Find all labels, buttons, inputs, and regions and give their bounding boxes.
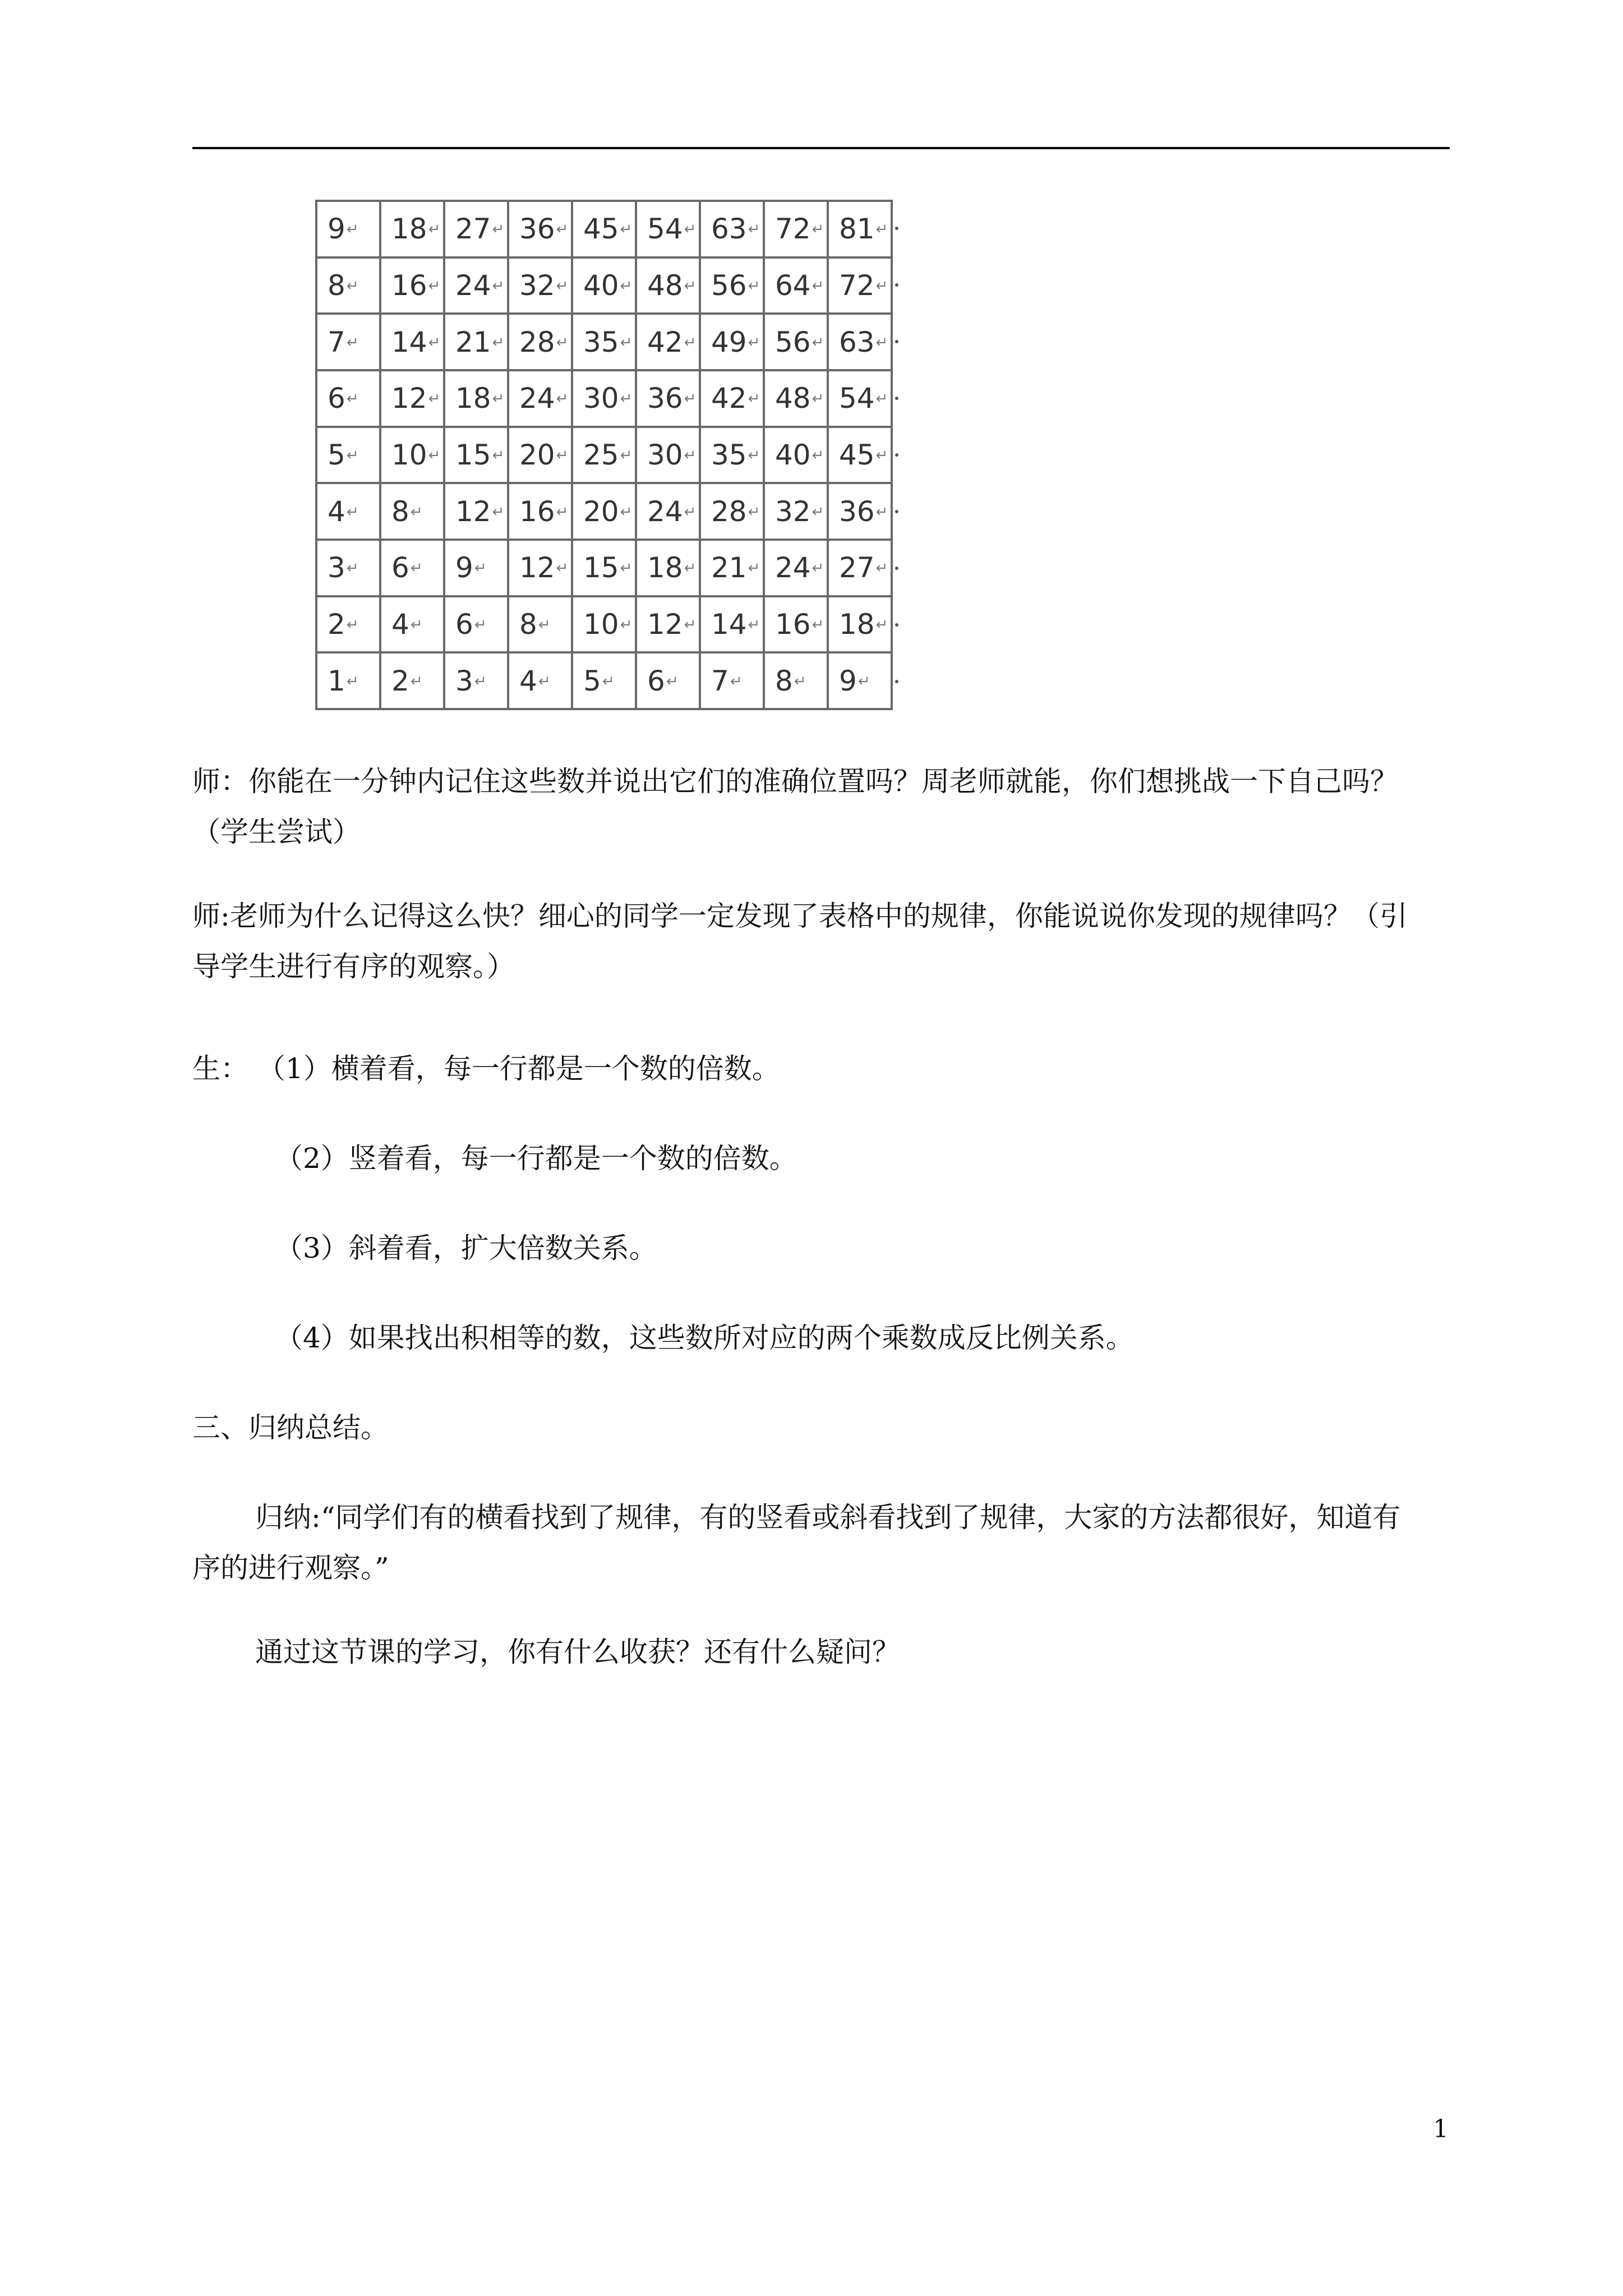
row-end-mark: [895, 680, 898, 683]
grid-cell: [572, 652, 636, 709]
return-mark-icon: ↵: [748, 221, 760, 238]
grid-cell: [700, 201, 764, 257]
return-mark-icon: ↵: [748, 447, 760, 464]
return-mark-icon: ↵: [811, 560, 824, 577]
return-mark-icon: ↵: [492, 277, 505, 295]
grid-cell: [828, 427, 892, 484]
grid-cell: [700, 652, 764, 709]
grid-cell-value: 63: [711, 213, 747, 246]
grid-cell-value: 12: [519, 551, 555, 585]
grid-cell: [828, 370, 892, 427]
grid-cell: [380, 596, 444, 653]
grid-cell: [828, 201, 892, 257]
grid-cell-value: 16: [391, 269, 427, 302]
grid-cell: [636, 427, 700, 484]
return-mark-icon: ↵: [875, 447, 888, 464]
grid-cell: [700, 257, 764, 314]
grid-cell: [828, 257, 892, 314]
row-end-mark: [895, 567, 898, 570]
grid-cell: [700, 370, 764, 427]
grid-cell: [508, 596, 572, 653]
grid-cell-value: 4: [519, 664, 537, 697]
row-end-mark: [895, 227, 898, 230]
grid-cell-value: 40: [775, 438, 811, 471]
grid-cell: [444, 314, 508, 370]
grid-cell-value: 56: [711, 269, 747, 302]
grid-cell-value: 24: [519, 382, 555, 415]
grid-cell-value: 8: [519, 608, 537, 641]
grid-cell: [764, 652, 828, 709]
return-mark-icon: ↵: [620, 221, 633, 238]
return-mark-icon: ↵: [620, 390, 633, 408]
grid-cell-value: 64: [775, 269, 811, 302]
return-mark-icon: ↵: [811, 616, 824, 633]
return-mark-icon: ↵: [620, 447, 633, 464]
grid-cell: [828, 314, 892, 370]
return-mark-icon: ↵: [410, 616, 423, 633]
grid-cell-value: 9: [839, 664, 857, 697]
grid-cell-value: 72: [775, 213, 811, 246]
grid-cell-value: 6: [647, 664, 665, 697]
grid-cell-value: 3: [455, 664, 473, 697]
grid-cell: [444, 540, 508, 596]
grid-cell: [764, 427, 828, 484]
grid-cell-value: 27: [455, 213, 491, 246]
grid-cell: [444, 596, 508, 653]
grid-cell-value: 45: [583, 213, 619, 246]
return-mark-icon: ↵: [748, 616, 760, 633]
grid-cell: [636, 652, 700, 709]
grid-cell-value: 10: [583, 608, 619, 641]
grid-cell: [508, 652, 572, 709]
return-mark-icon: ↵: [410, 673, 423, 690]
return-mark-icon: ↵: [346, 221, 359, 238]
grid-cell-value: 14: [711, 608, 747, 641]
return-mark-icon: ↵: [556, 277, 569, 295]
grid-cell: [316, 314, 380, 370]
grid-cell-value: 49: [711, 325, 747, 358]
return-mark-icon: ↵: [748, 277, 760, 295]
grid-cell-value: 32: [519, 269, 555, 302]
grid-cell-value: 24: [647, 495, 683, 528]
grid-cell-value: 8: [328, 269, 345, 302]
grid-cell: [508, 257, 572, 314]
grid-cell: [828, 483, 892, 540]
grid-cell-value: 63: [839, 325, 875, 358]
grid-cell: [828, 540, 892, 596]
grid-cell-value: 21: [711, 551, 747, 585]
paragraph-teacher-question-line2: （学生尝试）: [192, 816, 361, 848]
return-mark-icon: ↵: [857, 673, 870, 690]
grid-row: [316, 257, 892, 314]
grid-cell: [572, 314, 636, 370]
grid-cell: [444, 201, 508, 257]
grid-cell-value: 27: [839, 551, 875, 585]
grid-cell-value: 21: [455, 325, 491, 358]
grid-cell-value: 25: [583, 438, 619, 471]
return-mark-icon: ↵: [492, 390, 505, 408]
return-mark-icon: ↵: [875, 616, 888, 633]
return-mark-icon: ↵: [666, 673, 679, 690]
paragraph-student-point-3: （3）斜着看，扩大倍数关系。: [275, 1232, 657, 1264]
grid-cell-value: 30: [647, 438, 683, 471]
grid-cell: [764, 314, 828, 370]
grid-cell: [380, 370, 444, 427]
grid-cell-value: 2: [328, 608, 345, 641]
grid-cell: [508, 201, 572, 257]
grid-cell-value: 8: [391, 495, 409, 528]
grid-cell-value: 36: [647, 382, 683, 415]
grid-cell-value: 40: [583, 269, 619, 302]
return-mark-icon: ↵: [538, 673, 551, 690]
grid-cell: [764, 540, 828, 596]
return-mark-icon: ↵: [474, 616, 487, 633]
grid-cell: [508, 427, 572, 484]
grid-row: [316, 370, 892, 427]
row-end-mark: [895, 453, 898, 457]
grid-cell-value: 20: [519, 438, 555, 471]
return-mark-icon: ↵: [346, 334, 359, 351]
row-end-mark: [895, 340, 898, 343]
grid-cell-value: 4: [328, 495, 345, 528]
return-mark-icon: ↵: [492, 334, 505, 351]
return-mark-icon: ↵: [684, 390, 697, 408]
grid-cell: [828, 596, 892, 653]
return-mark-icon: ↵: [556, 334, 569, 351]
row-end-mark: [895, 283, 898, 287]
grid-cell-value: 15: [455, 438, 491, 471]
return-mark-icon: ↵: [811, 503, 824, 521]
grid-cell: [380, 427, 444, 484]
grid-cell: [636, 257, 700, 314]
return-mark-icon: ↵: [346, 390, 359, 408]
return-mark-icon: ↵: [811, 390, 824, 408]
grid-cell-value: 32: [775, 495, 811, 528]
grid-cell: [636, 201, 700, 257]
return-mark-icon: ↵: [620, 560, 633, 577]
return-mark-icon: ↵: [875, 277, 888, 295]
grid-cell: [572, 540, 636, 596]
return-mark-icon: ↵: [875, 503, 888, 521]
grid-edge-marks: [895, 200, 901, 710]
grid-cell-value: 12: [647, 608, 683, 641]
paragraph-student-point-1: 生： （1）横着看，每一行都是一个数的倍数。: [192, 1052, 780, 1085]
return-mark-icon: ↵: [346, 616, 359, 633]
grid-cell-value: 45: [839, 438, 875, 471]
paragraph-teacher-question-line1: 师：你能在一分钟内记住这些数并说出它们的准确位置吗？周老师就能，你们想挑战一下自己吗？: [192, 765, 1398, 798]
grid-cell: [572, 596, 636, 653]
return-mark-icon: ↵: [492, 221, 505, 238]
return-mark-icon: ↵: [875, 390, 888, 408]
grid-cell-value: 7: [328, 325, 345, 358]
return-mark-icon: ↵: [684, 221, 697, 238]
grid-cell-value: 35: [711, 438, 747, 471]
return-mark-icon: ↵: [346, 447, 359, 464]
grid-cell: [572, 370, 636, 427]
grid-cell: [764, 483, 828, 540]
return-mark-icon: ↵: [556, 560, 569, 577]
multiplication-grid: [315, 200, 893, 710]
header-rule: [192, 147, 1450, 149]
grid-cell: [572, 201, 636, 257]
grid-cell-value: 6: [391, 551, 409, 585]
grid-cell-value: 18: [455, 382, 491, 415]
grid-cell-value: 9: [328, 213, 345, 246]
grid-cell: [636, 370, 700, 427]
return-mark-icon: ↵: [811, 447, 824, 464]
grid-cell-value: 81: [839, 213, 875, 246]
return-mark-icon: ↵: [492, 447, 505, 464]
grid-cell-value: 54: [647, 213, 683, 246]
grid-cell: [508, 314, 572, 370]
grid-cell: [764, 201, 828, 257]
grid-cell: [444, 427, 508, 484]
return-mark-icon: ↵: [492, 503, 505, 521]
grid-cell: [572, 483, 636, 540]
grid-cell-value: 18: [647, 551, 683, 585]
grid-row: [316, 201, 892, 257]
return-mark-icon: ↵: [410, 560, 423, 577]
grid-cell: [444, 483, 508, 540]
grid-cell-value: 14: [391, 325, 427, 358]
grid-row: [316, 483, 892, 540]
return-mark-icon: ↵: [474, 560, 487, 577]
paragraph-student-point-2: （2）竖着看，每一行都是一个数的倍数。: [275, 1142, 797, 1175]
return-mark-icon: ↵: [428, 447, 441, 464]
grid-cell: [316, 652, 380, 709]
grid-cell: [316, 427, 380, 484]
grid-cell-value: 28: [519, 325, 555, 358]
grid-cell: [700, 540, 764, 596]
grid-cell-value: 42: [711, 382, 747, 415]
return-mark-icon: ↵: [748, 560, 760, 577]
grid-cell-value: 4: [391, 608, 409, 641]
grid-cell: [572, 427, 636, 484]
return-mark-icon: ↵: [410, 503, 423, 521]
grid-cell: [700, 427, 764, 484]
grid-cell-value: 48: [647, 269, 683, 302]
grid-cell-value: 6: [455, 608, 473, 641]
paragraph-teacher-explain-line2: 导学生进行有序的观察。）: [192, 950, 515, 983]
grid-cell: [828, 652, 892, 709]
return-mark-icon: ↵: [684, 616, 697, 633]
return-mark-icon: ↵: [684, 447, 697, 464]
grid-cell: [700, 483, 764, 540]
grid-cell: [572, 257, 636, 314]
grid-row: [316, 427, 892, 484]
grid-cell: [380, 652, 444, 709]
grid-cell: [700, 596, 764, 653]
grid-cell: [316, 201, 380, 257]
return-mark-icon: ↵: [428, 221, 441, 238]
grid-cell-value: 15: [583, 551, 619, 585]
return-mark-icon: ↵: [556, 221, 569, 238]
row-end-mark: [895, 623, 898, 627]
grid-cell-value: 3: [328, 551, 345, 585]
grid-cell-value: 36: [519, 213, 555, 246]
return-mark-icon: ↵: [875, 560, 888, 577]
paragraph-student-point-4: （4）如果找出积相等的数，这些数所对应的两个乘数成反比例关系。: [275, 1322, 1134, 1354]
grid-cell-value: 12: [455, 495, 491, 528]
return-mark-icon: ↵: [428, 277, 441, 295]
grid-cell-value: 16: [775, 608, 811, 641]
grid-cell: [764, 370, 828, 427]
return-mark-icon: ↵: [346, 503, 359, 521]
grid-cell-value: 6: [328, 382, 345, 415]
grid-cell-value: 10: [391, 438, 427, 471]
grid-cell: [636, 540, 700, 596]
grid-cell: [316, 257, 380, 314]
return-mark-icon: ↵: [556, 447, 569, 464]
grid-cell-value: 30: [583, 382, 619, 415]
return-mark-icon: ↵: [346, 673, 359, 690]
grid-cell-value: 2: [391, 664, 409, 697]
grid-row: [316, 314, 892, 370]
return-mark-icon: ↵: [684, 334, 697, 351]
grid-cell: [380, 201, 444, 257]
paragraph-teacher-explain-line1: 师:老师为什么记得这么快？细心的同学一定发现了表格中的规律，你能说说你发现的规律吗？（引: [192, 900, 1408, 932]
grid-cell-value: 5: [328, 438, 345, 471]
section-heading-summary: 三、归纳总结。: [192, 1411, 389, 1444]
grid-cell: [700, 314, 764, 370]
page-number: 1: [1433, 2115, 1449, 2143]
return-mark-icon: ↵: [556, 390, 569, 408]
return-mark-icon: ↵: [346, 560, 359, 577]
grid-cell: [508, 483, 572, 540]
return-mark-icon: ↵: [811, 221, 824, 238]
grid-cell-value: 36: [839, 495, 875, 528]
return-mark-icon: ↵: [620, 503, 633, 521]
grid-cell-value: 7: [711, 664, 729, 697]
grid-table: [315, 200, 893, 710]
row-end-mark: [895, 397, 898, 400]
paragraph-summary-line2: 序的进行观察。”: [192, 1552, 389, 1584]
grid-cell-value: 24: [455, 269, 491, 302]
grid-cell: [380, 314, 444, 370]
return-mark-icon: ↵: [346, 277, 359, 295]
grid-cell: [636, 483, 700, 540]
grid-cell: [636, 314, 700, 370]
grid-cell: [380, 483, 444, 540]
grid-cell: [444, 257, 508, 314]
grid-cell-value: 28: [711, 495, 747, 528]
grid-cell-value: 72: [839, 269, 875, 302]
grid-cell: [316, 483, 380, 540]
return-mark-icon: ↵: [730, 673, 743, 690]
return-mark-icon: ↵: [428, 390, 441, 408]
return-mark-icon: ↵: [684, 277, 697, 295]
return-mark-icon: ↵: [538, 616, 551, 633]
grid-cell-value: 16: [519, 495, 555, 528]
grid-cell: [380, 257, 444, 314]
return-mark-icon: ↵: [428, 334, 441, 351]
grid-cell-value: 8: [775, 664, 793, 697]
grid-cell: [316, 596, 380, 653]
return-mark-icon: ↵: [748, 503, 760, 521]
paragraph-closing-question: 通过这节课的学习，你有什么收获？还有什么疑问？: [255, 1636, 900, 1668]
return-mark-icon: ↵: [748, 334, 760, 351]
return-mark-icon: ↵: [474, 673, 487, 690]
return-mark-icon: ↵: [811, 277, 824, 295]
grid-cell-value: 56: [775, 325, 811, 358]
return-mark-icon: ↵: [875, 221, 888, 238]
grid-cell-value: 48: [775, 382, 811, 415]
grid-cell: [444, 652, 508, 709]
grid-cell: [636, 596, 700, 653]
return-mark-icon: ↵: [794, 673, 806, 690]
grid-cell: [316, 540, 380, 596]
grid-cell-value: 54: [839, 382, 875, 415]
grid-row: [316, 596, 892, 653]
grid-cell-value: 20: [583, 495, 619, 528]
grid-cell: [764, 596, 828, 653]
return-mark-icon: ↵: [620, 334, 633, 351]
return-mark-icon: ↵: [602, 673, 615, 690]
return-mark-icon: ↵: [620, 277, 633, 295]
grid-cell-value: 42: [647, 325, 683, 358]
grid-row: [316, 540, 892, 596]
grid-cell-value: 12: [391, 382, 427, 415]
grid-cell-value: 35: [583, 325, 619, 358]
grid-cell-value: 24: [775, 551, 811, 585]
row-end-mark: [895, 510, 898, 513]
grid-cell-value: 18: [839, 608, 875, 641]
grid-cell: [380, 540, 444, 596]
grid-cell: [508, 370, 572, 427]
grid-cell: [316, 370, 380, 427]
return-mark-icon: ↵: [811, 334, 824, 351]
return-mark-icon: ↵: [620, 616, 633, 633]
return-mark-icon: ↵: [556, 503, 569, 521]
paragraph-summary-line1: 归纳:“同学们有的横看找到了规律，有的竖看或斜看找到了规律，大家的方法都很好，知道有: [255, 1501, 1401, 1534]
grid-cell: [764, 257, 828, 314]
grid-cell-value: 1: [328, 664, 345, 697]
return-mark-icon: ↵: [684, 560, 697, 577]
grid-cell-value: 5: [583, 664, 601, 697]
return-mark-icon: ↵: [748, 390, 760, 408]
return-mark-icon: ↵: [875, 334, 888, 351]
grid-row: [316, 652, 892, 709]
grid-cell-value: 9: [455, 551, 473, 585]
return-mark-icon: ↵: [684, 503, 697, 521]
grid-cell: [508, 540, 572, 596]
grid-cell-value: 18: [391, 213, 427, 246]
grid-cell: [444, 370, 508, 427]
